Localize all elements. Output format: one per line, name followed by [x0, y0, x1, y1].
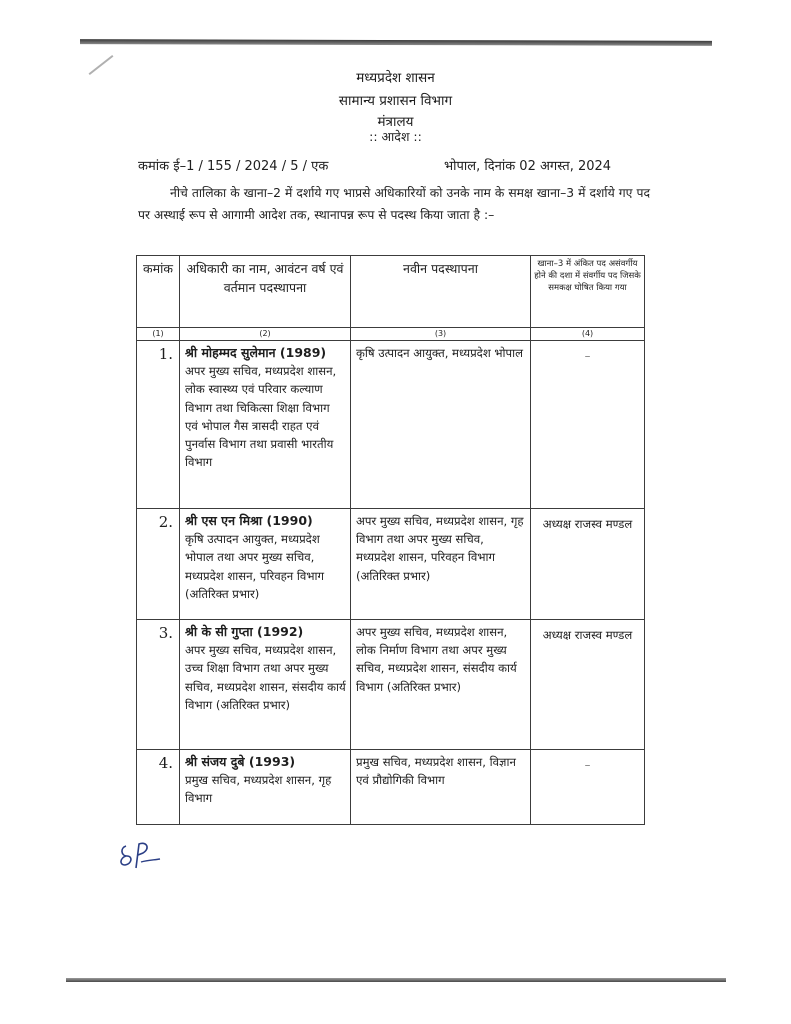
officer-cell [180, 341, 351, 509]
officer-cell [180, 509, 351, 620]
header-order: :: आदेश :: [369, 129, 422, 144]
reference-number: कमांक ई–1 / 155 / 2024 / 5 / एक [138, 159, 329, 174]
column-number-row [137, 328, 645, 341]
new-posting: अपर मुख्य सचिव, मध्यप्रदेश शासन, गृह विभाग तथा अपर मुख्य सचिव, मध्यप्रदेश शासन, परिवहन विभाग (अतिरिक्त प्रभार) [351, 509, 531, 620]
serial-number: 1. [137, 341, 180, 509]
order-body-text: नीचे तालिका के खाना–2 में दर्शाये गए भाप्रसे अधिकारियों को उनके नाम के समक्ष खाना–3 में दर्शाये गए पद पर अस्थाई रूप से आगामी आदेश तक, स्थानापन्न रूप से पदस्थ किया जाता है :– [138, 186, 650, 222]
serial-number: 2. [137, 509, 180, 620]
equivalent-post: – [531, 341, 645, 509]
column-number: (2) [180, 328, 351, 341]
place-date: भोपाल, दिनांक 02 अगस्त, 2024 [444, 159, 612, 174]
officer-name: श्री मोहम्मद सुलेमान (1989) [185, 345, 327, 360]
header-new-posting: नवीन पदस्थापना [351, 256, 531, 328]
column-number: (3) [351, 328, 531, 341]
table-row [137, 750, 645, 825]
officer-name: श्री के सी गुप्ता (1992) [185, 624, 304, 639]
column-number: (4) [531, 328, 645, 341]
serial-number: 3. [137, 620, 180, 750]
order-body [138, 182, 650, 226]
scan-top-edge [80, 39, 712, 46]
current-posting: अपर मुख्य सचिव, मध्यप्रदेश शासन, उच्च शिक्षा विभाग तथा अपर मुख्य सचिव, मध्यप्रदेश शासन, संसदीय कार्य विभाग (अतिरिक्त प्रभार) [185, 643, 346, 712]
header-department: सामान्य प्रशासन विभाग [338, 93, 453, 109]
signature-initials [116, 838, 166, 878]
new-posting: कृषि उत्पादन आयुक्त, मध्यप्रदेश भोपाल [351, 341, 531, 509]
current-posting: कृषि उत्पादन आयुक्त, मध्यप्रदेश भोपाल तथा अपर मुख्य सचिव, मध्यप्रदेश शासन, परिवहन विभाग (अतिरिक्त प्रभार) [185, 532, 325, 601]
table-row [137, 620, 645, 750]
officer-name: श्री एस एन मिश्रा (1990) [185, 513, 313, 528]
new-posting: प्रमुख सचिव, मध्यप्रदेश शासन, विज्ञान एवं प्रौद्योगिकी विभाग [351, 750, 531, 825]
current-posting: प्रमुख सचिव, मध्यप्रदेश शासन, गृह विभाग [185, 773, 332, 806]
header-serial: कमांक [137, 256, 180, 328]
serial-number: 4. [137, 750, 180, 825]
header-officer: अधिकारी का नाम, आवंटन वर्ष एवं वर्तमान पदस्थापना [180, 256, 351, 328]
officer-cell [180, 620, 351, 750]
table-header-row [137, 256, 645, 328]
equivalent-post: – [531, 750, 645, 825]
header-secretariat: मंत्रालय [377, 114, 414, 130]
officer-name: श्री संजय दुबे (1993) [185, 754, 296, 769]
equivalent-post: अध्यक्ष राजस्व मण्डल [531, 509, 645, 620]
current-posting: अपर मुख्य सचिव, मध्यप्रदेश शासन, लोक स्वास्थ्य एवं परिवार कल्याण विभाग तथा चिकित्सा शिक्षा विभाग एवं भोपाल गैस त्रासदी राहत एवं पुनर्वास विभाग तथा प्रवासी भारतीय विभाग [185, 364, 337, 470]
equivalent-post: अध्यक्ष राजस्व मण्डल [531, 620, 645, 750]
header-government: मध्यप्रदेश शासन [356, 70, 435, 86]
table-row [137, 509, 645, 620]
table-row [137, 341, 645, 509]
officer-cell [180, 750, 351, 825]
scan-bottom-edge [66, 978, 726, 982]
header-equivalent-post: खाना–3 में अंकित पद असंवर्गीय होने की दशा में संवर्गीय पद जिसके समकक्ष घोषित किया गया [531, 256, 645, 328]
posting-table [136, 255, 645, 825]
column-number: (1) [137, 328, 180, 341]
new-posting: अपर मुख्य सचिव, मध्यप्रदेश शासन, लोक निर्माण विभाग तथा अपर मुख्य सचिव, मध्यप्रदेश शासन, संसदीय कार्य विभाग (अतिरिक्त प्रभार) [351, 620, 531, 750]
